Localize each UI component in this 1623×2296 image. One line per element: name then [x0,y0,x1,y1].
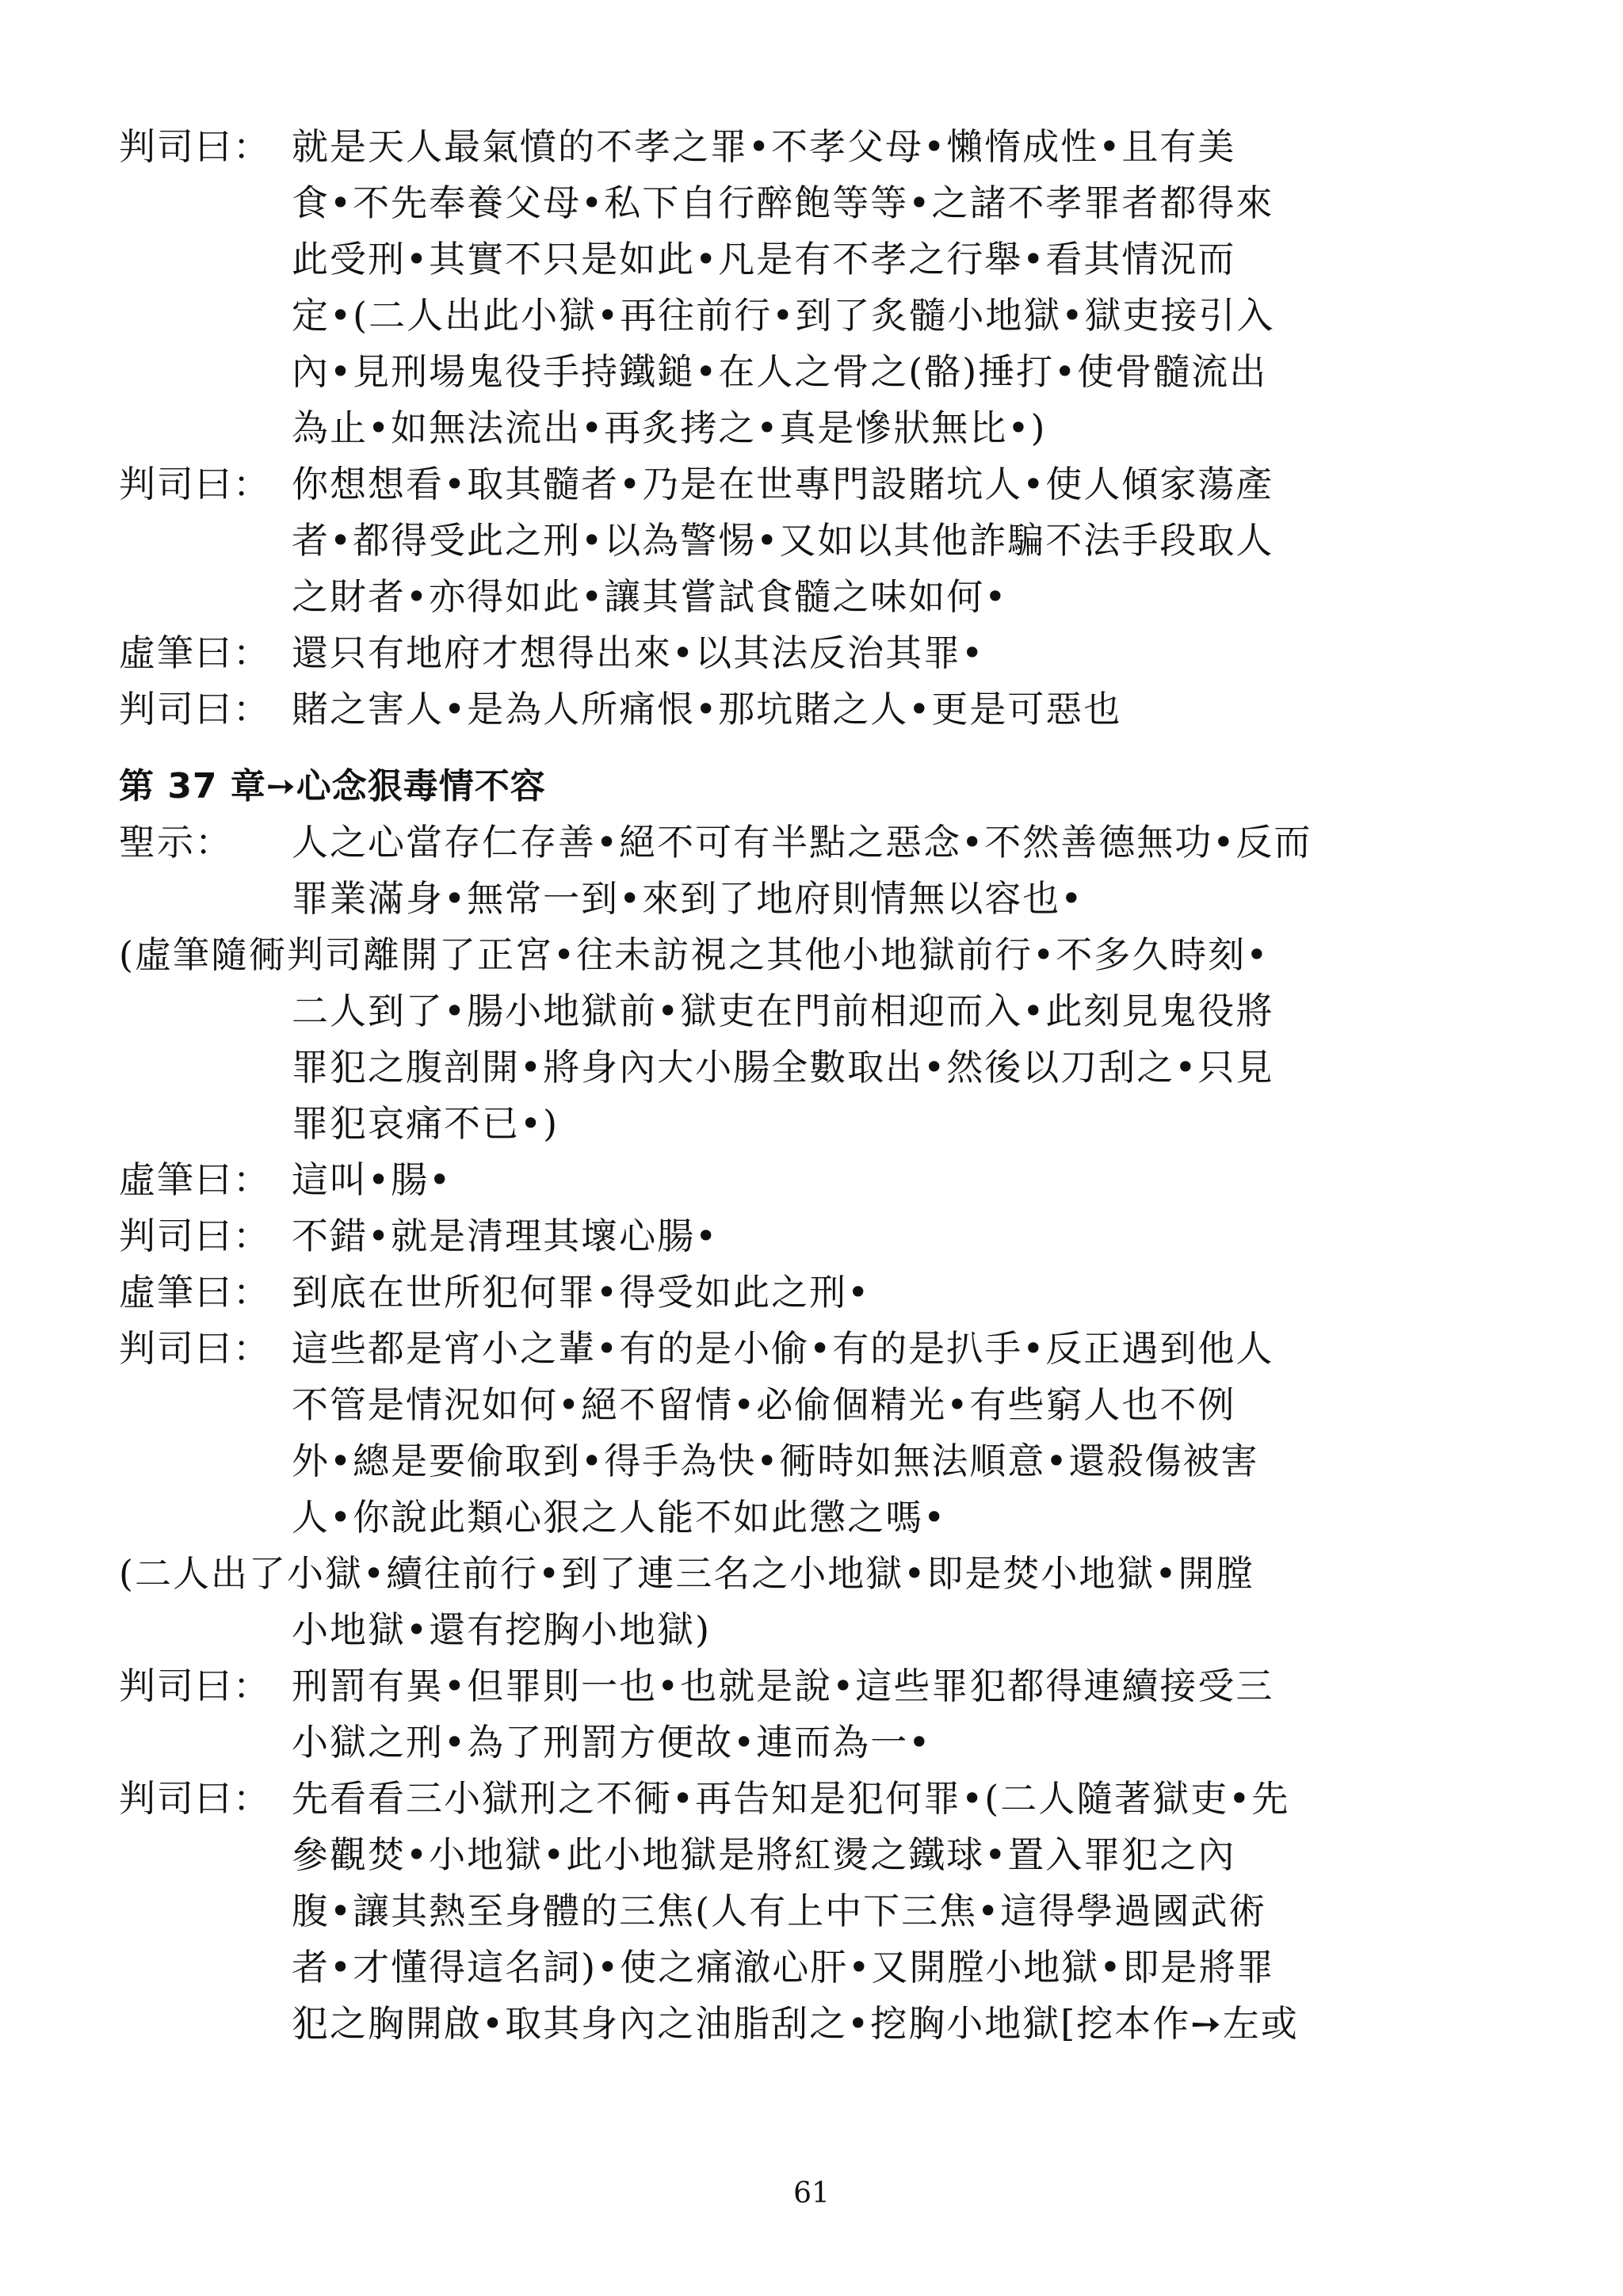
speaker-label: 判司曰： [119,125,271,168]
speaker-label: 聖示： [119,821,233,864]
text-line: 定•(二人出此小獄•再往前行•到了炙髓小地獄•獄吏接引入 [292,294,1275,337]
dialogue-text [292,625,1522,681]
block-5 [119,1152,1522,1208]
text-line: 人之心當存仁存善•絕不可有半點之惡念•不然善德無功•反而 [292,821,1312,864]
dialogue-text [292,456,1522,625]
text-line: 這些都是宵小之輩•有的是小偷•有的是扒手•反正遇到他人 [292,1327,1274,1370]
block-2 [119,456,1522,625]
text-line: 你想想看•取其髓者•乃是在世專門設賭坑人•使人傾家蕩產 [292,463,1274,505]
narration-line: (二人出了小獄•續往前行•到了連三名之小地獄•即是焚小地獄•開膛 [119,1552,1254,1595]
narration-line: 小地獄•還有挖胸小地獄) [292,1608,712,1651]
block-4 [119,681,1522,738]
narration-1 [119,927,1522,1152]
page-number: 61 [793,2177,830,2210]
block-9 [119,1658,1522,1771]
text-line: 為止•如無法流出•再炙拷之•真是慘狀無比•) [292,406,1047,449]
dialogue-text [292,814,1522,927]
dialogue-text [292,1208,1522,1264]
speaker-label: 判司曰： [119,1665,271,1707]
text-line: 之財者•亦得如此•讓其嘗試食髓之味如何• [292,575,1008,618]
page-content [119,119,1522,2052]
narration-line: 罪犯哀痛不已•) [292,1102,559,1145]
text-line: 不管是情況如何•絕不留情•必偷個精光•有些窮人也不例 [292,1383,1236,1426]
dialogue-text [292,681,1522,738]
block-3 [119,625,1522,681]
text-line: 者•才懂得這名詞)•使之痛澈心肝•又開膛小地獄•即是將罪 [292,1946,1275,1989]
block-8 [119,1321,1522,1546]
chapter-heading: 第 37 章➙心念狠毒情不容 [119,766,546,807]
speaker-label: 虛筆曰： [119,631,271,674]
block-6 [119,1208,1522,1264]
speaker-label: 判司曰： [119,1777,271,1820]
spacer [119,738,1522,758]
text-line: 到底在世所犯何罪•得受如此之刑• [292,1271,871,1314]
text-line: 內•見刑場鬼役手持鐵鎚•在人之骨之(骼)捶打•使骨髓流出 [292,350,1268,393]
text-line: 刑罰有異•但罪則一也•也就是說•這些罪犯都得連續接受三 [292,1665,1274,1707]
text-line: 不錯•就是清理其壞心腸• [292,1215,719,1257]
text-line: 還只有地府才想得出來•以其法反治其罪• [292,631,985,674]
speaker-label: 虛筆曰： [119,1271,271,1314]
block-7 [119,1264,1522,1321]
text-line: 就是天人最氣憤的不孝之罪•不孝父母•懶惰成性•且有美 [292,125,1236,168]
text-line: 這叫•腸• [292,1158,453,1201]
text-line: 者•都得受此之刑•以為警惕•又如以其他詐騙不法手段取人 [292,519,1274,562]
text-line: 犯之胸開啟•取其身內之油脂刮之•挖胸小地獄[挖本作➙左或 [292,2002,1299,2045]
text-line: 罪業滿身•無常一到•來到了地府則情無以容也• [292,877,1084,920]
speaker-label: 虛筆曰： [119,1158,271,1201]
speaker-label: 判司曰： [119,1327,271,1370]
dialogue-text [292,1264,1522,1321]
narration-line: 二人到了•腸小地獄前•獄吏在門前相迎而入•此刻見鬼役將 [292,990,1274,1032]
block-holy-instruction [119,814,1522,927]
text-line: 人•你說此類心狠之人能不如此懲之嗎• [292,1496,947,1539]
dialogue-text [292,1658,1522,1771]
dialogue-text [292,1152,1522,1208]
narration-line: 罪犯之腹剖開•將身內大小腸全數取出•然後以刀刮之•只見 [292,1046,1274,1089]
block-10 [119,1771,1522,2052]
text-line: 食•不先奉養父母•私下自行醉飽等等•之諸不孝罪者都得來 [292,181,1274,224]
block-1 [119,119,1522,456]
narration-2 [119,1546,1522,1658]
narration-line: (虛筆隨衕判司離開了正宮•往未訪視之其他小地獄前行•不多久時刻• [119,933,1270,976]
text-line: 此受刑•其實不只是如此•凡是有不孝之行舉•看其情況而 [292,238,1236,280]
text-line: 腹•讓其熱至身體的三焦(人有上中下三焦•這得學過國武術 [292,1890,1267,1932]
dialogue-text [292,119,1522,456]
text-line: 小獄之刑•為了刑罰方便故•連而為一• [292,1721,932,1764]
speaker-label: 判司曰： [119,1215,271,1257]
speaker-label: 判司曰： [119,463,271,505]
speaker-label: 判司曰： [119,688,271,730]
text-line: 先看看三小獄刑之不衕•再告知是犯何罪•(二人隨著獄吏•先 [292,1777,1290,1820]
text-line: 外•總是要偷取到•得手為快•衕時如無法順意•還殺傷被害 [292,1440,1259,1482]
dialogue-text [292,1321,1522,1546]
text-line: 賭之害人•是為人所痛恨•那坑賭之人•更是可惡也 [292,688,1122,730]
dialogue-text [292,1771,1522,2052]
text-line: 參觀焚•小地獄•此小地獄是將紅燙之鐵球•置入罪犯之內 [292,1833,1236,1876]
